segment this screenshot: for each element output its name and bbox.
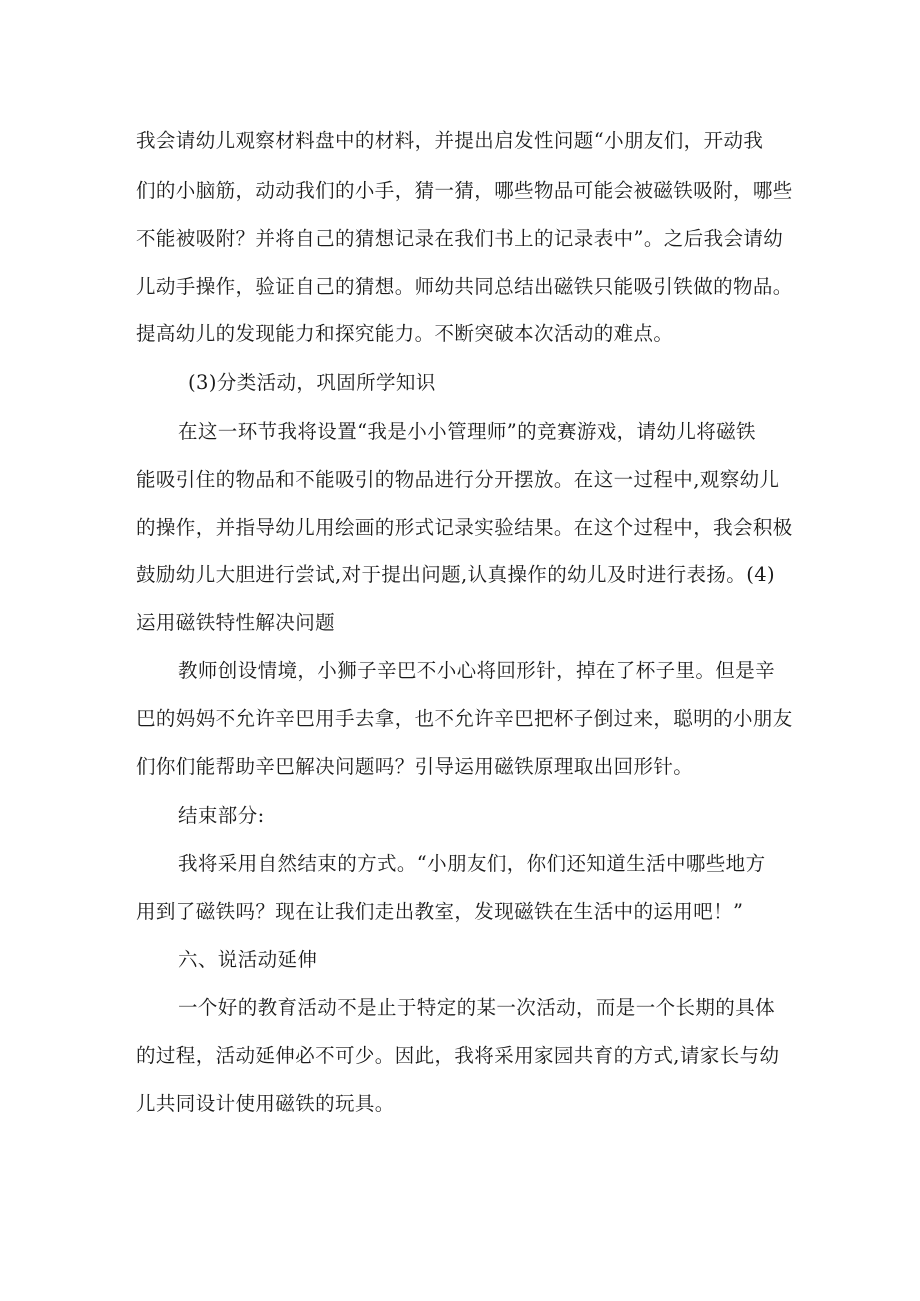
paragraph-line: 提高幼儿的发现能力和探究能力。不断突破本次活动的难点。 [136, 322, 674, 345]
section-heading: (3)分类活动，巩固所学知识 [188, 371, 436, 394]
paragraph-line: 能吸引住的物品和不能吸引的物品进行分开摆放。在这一过程中,观察幼儿 [136, 468, 780, 491]
paragraph-line: 的操作，并指导幼儿用绘画的形式记录实验结果。在这个过程中，我会积极 [136, 516, 793, 539]
paragraph-line: 在这一环节我将设置“我是小小管理师”的竞赛游戏，请幼儿将磁铁 [178, 420, 756, 443]
paragraph-line: 们你们能帮助辛巴解决问题吗？引导运用磁铁原理取出回形针。 [136, 755, 694, 778]
paragraph-line: 我会请幼儿观察材料盘中的材料，并提出启发性问题“小朋友们，开动我 [136, 129, 764, 152]
paragraph-line: 一个好的教育活动不是止于特定的某一次活动，而是一个长期的具体 [178, 996, 776, 1019]
section-heading: 六、说活动延伸 [178, 948, 318, 971]
paragraph-line: 儿动手操作，验证自己的猜想。师幼共同总结出磁铁只能吸引铁做的物品。 [136, 275, 793, 298]
paragraph-line: 巴的妈妈不允许辛巴用手去拿，也不允许辛巴把杯子倒过来，聪明的小朋友 [136, 707, 793, 730]
paragraph-line: 运用磁铁特性解决问题 [136, 611, 336, 634]
paragraph-line: 不能被吸附？并将自己的猜想记录在我们书上的记录表中”。之后我会请幼 [136, 227, 784, 250]
paragraph-line: 的过程，活动延伸必不可少。因此，我将采用家园共育的方式,请家长与幼 [136, 1044, 780, 1067]
paragraph-line: 我将采用自然结束的方式。“小朋友们，你们还知道生活中哪些地方 [178, 852, 766, 875]
paragraph-line: 教师创设情境，小狮子辛巴不小心将回形针，掉在了杯子里。但是辛 [178, 659, 776, 682]
section-heading: 结束部分: [178, 804, 265, 827]
paragraph-line: 们的小脑筋，动动我们的小手，猜一猜，哪些物品可能会被磁铁吸附，哪些 [136, 179, 793, 202]
paragraph-line: 用到了磁铁吗？现在让我们走出教室，发现磁铁在生活中的运用吧！” [136, 900, 744, 923]
paragraph-line: 鼓励幼儿大胆进行尝试,对于提出问题,认真操作的幼儿及时进行表扬。(4) [136, 563, 776, 586]
paragraph-line: 儿共同设计使用磁铁的玩具。 [136, 1092, 395, 1115]
